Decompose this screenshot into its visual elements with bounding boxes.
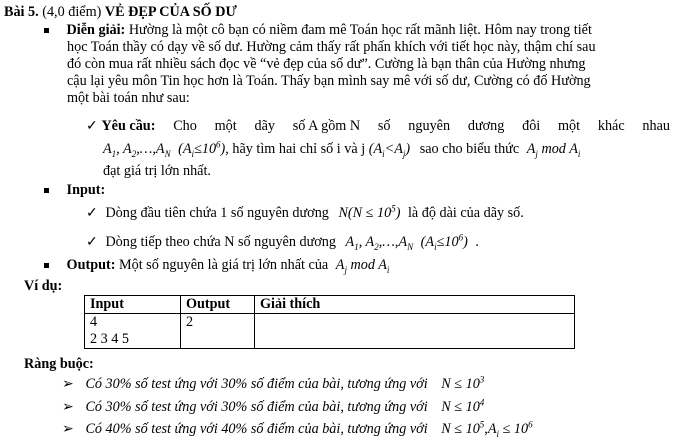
- table-header-explain: Giải thích: [255, 296, 575, 314]
- sequence-constraint-2: $(A_i\le 10^6)$: [420, 232, 468, 252]
- story-text-1: Hường là một cô bạn có niềm đam mê Toán học rất mãnh liệt. Hôm nay trong tiết: [128, 22, 592, 38]
- story-line-2: học Toán thầy có dạy về số dư. Hường cảm thấy rất phấn khích với tiết học này, thậm chí sau: [67, 39, 596, 55]
- arrow-bullet-icon: ➢: [62, 399, 74, 415]
- checkmark-icon: ✓: [86, 234, 98, 250]
- requirement-word: khác: [597, 118, 625, 134]
- input-label: Input:: [66, 182, 106, 198]
- problem-name: VẺ ĐẸP CỦA SỐ DƯ: [104, 4, 237, 20]
- problem-label: Bài 5.: [4, 4, 39, 20]
- constraint-formula: $N \le 10^5,A_i \le 10^6$: [441, 419, 533, 439]
- checkmark-icon: ✓: [86, 205, 98, 221]
- example-output-line: 2: [186, 314, 194, 330]
- input-line-2: [86, 234, 479, 251]
- constraint-item-3: [62, 421, 533, 438]
- arrow-bullet-icon: ➢: [62, 376, 74, 392]
- input-line-1: [86, 205, 524, 222]
- constraint-text: Có 30% số test ứng với 30% số điểm của bài, tương ứng với: [85, 399, 428, 415]
- input-line-2-end: .: [475, 234, 479, 250]
- requirement-after: sao cho biểu thức: [419, 141, 520, 157]
- sequence-formula: $A_1$, $A_2,\dots,A_N$: [103, 141, 171, 159]
- constraint-text: Có 30% số test ứng với 30% số điểm của bài, tương ứng với: [85, 376, 428, 392]
- checkmark-icon: ✓: [86, 118, 98, 134]
- table-row: [85, 314, 575, 349]
- n-constraint: $N(N \le 10^5)$: [338, 203, 401, 221]
- problem-title: [4, 4, 237, 21]
- requirement-word: một: [214, 118, 237, 134]
- problem-points: (4,0 điểm): [42, 4, 102, 20]
- index-condition: $(A_i<A_j)$: [368, 141, 411, 159]
- square-bullet-icon: [44, 263, 49, 268]
- story-line-1: [44, 22, 592, 39]
- square-bullet-icon: [44, 188, 49, 193]
- example-input-line: 2 3 4 5: [90, 331, 130, 347]
- arrow-bullet-icon: ➢: [62, 421, 74, 437]
- requirement-word: một: [558, 118, 581, 134]
- output-text: Một số nguyên là giá trị lớn nhất của: [118, 257, 329, 273]
- requirement-text: , hãy tìm hai chỉ số i và j: [225, 141, 366, 157]
- constraint-text: Có 40% số test ứng với 40% số điểm của bài, tương ứng với: [85, 421, 428, 437]
- example-input-line: 4: [90, 314, 98, 330]
- story-line-4: cậu lại yêu môn Tin học hơn là Toán. Thấy bạn mình say mê với số dư, Cường có đố Hường: [67, 73, 591, 89]
- input-text-1: Dòng đầu tiên chứa 1 số nguyên dương: [105, 205, 329, 221]
- constraint-item-1: [62, 376, 484, 393]
- requirement-label: Yêu cầu:: [101, 118, 156, 134]
- constraint-item-2: [62, 399, 484, 416]
- story-label: Diễn giải:: [66, 22, 126, 38]
- requirement-word: nguyên: [408, 118, 451, 134]
- example-input-cell: [85, 314, 181, 349]
- output-label: Output:: [66, 257, 116, 273]
- example-output-cell: [181, 314, 255, 349]
- story-line-3: đó còn mua rất nhiều sách đọc về “vẻ đẹp của số dư”. Cường là bạn thân của Hường nhưng: [67, 56, 586, 72]
- table-header-row: [85, 296, 575, 314]
- table-header-input: Input: [85, 296, 181, 314]
- requirement-word: đôi: [522, 118, 541, 134]
- requirement-head: [86, 118, 155, 135]
- requirement-line-1: [86, 118, 670, 135]
- output-line: [44, 257, 389, 274]
- output-mod-expression: $A_j$ mod $A_i$: [335, 257, 390, 275]
- example-table: [84, 295, 575, 349]
- example-label: Ví dụ:: [24, 278, 63, 294]
- story-line-5: một bài toán như sau:: [67, 90, 190, 106]
- input-heading: [44, 182, 105, 199]
- requirement-word: nhau: [642, 118, 670, 134]
- sequence-formula-2: $A_1$, $A_2,\dots,A_N$: [345, 234, 414, 252]
- constraint-formula: $N \le 10^3$: [441, 374, 485, 392]
- input-after-1: là độ dài của dãy số.: [407, 205, 524, 221]
- input-text-2: Dòng tiếp theo chứa N số nguyên dương: [105, 234, 336, 250]
- requirement-word: dãy: [254, 118, 275, 134]
- example-explain-cell: [255, 314, 575, 349]
- requirement-word: dương: [467, 118, 505, 134]
- constraints-label: Ràng buộc:: [24, 356, 94, 372]
- table-header-output: Output: [181, 296, 255, 314]
- requirement-line-2: [103, 141, 580, 158]
- square-bullet-icon: [44, 28, 49, 33]
- requirement-word: số: [377, 118, 391, 134]
- sequence-constraint: $(A_i\le 10^6)$: [178, 139, 226, 159]
- requirement-line-3: đạt giá trị lớn nhất.: [103, 163, 211, 179]
- requirement-word: Cho: [173, 118, 197, 134]
- mod-expression: $A_j$ mod $A_i$: [526, 141, 581, 159]
- requirement-word: số A gồm N: [292, 118, 361, 134]
- constraint-formula: $N \le 10^4$: [441, 397, 485, 415]
